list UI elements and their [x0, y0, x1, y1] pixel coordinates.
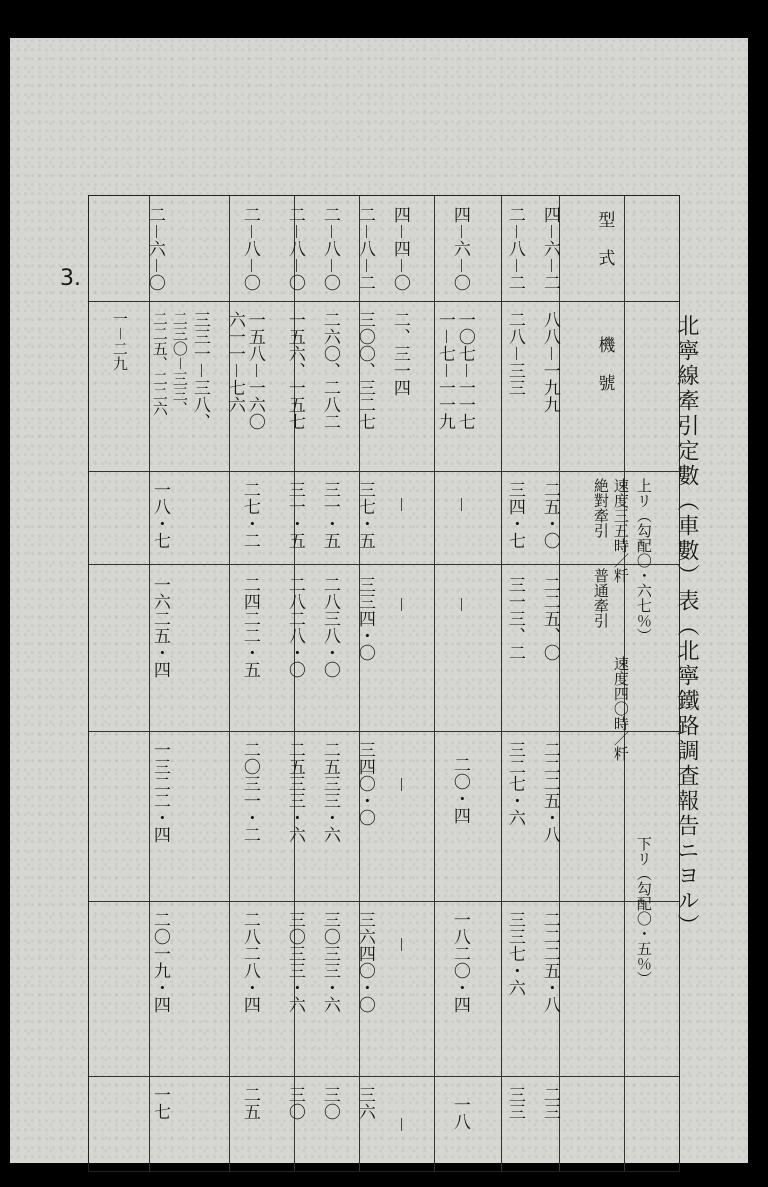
row6-type: 二－八－〇	[319, 206, 340, 291]
row2-val1: 三四・七	[504, 481, 525, 549]
table-title: 北寧線牽引定數（車數）表（北寧鐵路調査報告ニヨル）	[674, 314, 699, 939]
row2-val3: 三二七・六	[504, 741, 525, 826]
row3-no-a: 一〇七－一一七	[454, 311, 475, 430]
row2-val5: 三三	[504, 1086, 525, 1120]
row2-val2: 三一三、二	[504, 576, 525, 661]
row3-val3: 二〇・四	[449, 756, 470, 824]
header-normal: 普通牽引	[591, 568, 610, 628]
row5-val2: 三三四・〇	[354, 576, 375, 661]
row2-type: 二－八－二	[504, 206, 525, 291]
row5-type: 二－八－二	[354, 206, 375, 291]
row6-val1: 三一・五	[319, 481, 340, 549]
row5-val1: 三七・五	[354, 481, 375, 549]
row7-val3: 二五三三・六	[284, 741, 305, 843]
row2-val4: 三三七・六	[504, 911, 525, 996]
row4-val4: －	[389, 936, 410, 953]
row7-val5: 三〇	[284, 1086, 305, 1120]
row2-no: 二八－三三	[504, 311, 525, 396]
row7-val2: 二八二八・〇	[284, 576, 305, 678]
row4-val3: －	[389, 776, 410, 793]
row9-no-b: 二三〇－三三、	[170, 311, 189, 417]
row6-val2: 二八三八・〇	[319, 576, 340, 678]
header-absolute: 絶對牽引	[591, 478, 610, 538]
row8-no-a: 一五八－一六〇	[244, 311, 265, 430]
row3-val2: －	[449, 596, 470, 613]
row5-no: 三〇〇、三二七	[354, 311, 375, 430]
row8-no-b: 六一一－七六	[224, 311, 245, 413]
row8-val3: 二〇三一・二	[239, 741, 260, 843]
row1-val4: 二二二五・八	[539, 911, 560, 1013]
row8-type: 二－八－〇	[239, 206, 260, 291]
row6-val3: 二五三三・六	[319, 741, 340, 843]
row3-val5: 一八	[449, 1096, 470, 1130]
row4-type: 四－四－〇	[389, 206, 410, 291]
row1-val3: 二二二五・八	[539, 741, 560, 843]
row1-val2: 二二五、〇	[539, 576, 560, 661]
header-speed40-up: 速度四〇時／粁	[611, 656, 630, 761]
row9-val2: 一六二五・四	[149, 576, 170, 678]
row5-val3: 三四〇・〇	[354, 741, 375, 826]
row5-val4: 三六四〇・〇	[354, 911, 375, 1013]
row6-val4: 三〇三三・六	[319, 911, 340, 1013]
row4-val2: －	[389, 596, 410, 613]
row7-type: 二－八－〇	[284, 206, 305, 291]
row9-val4: 二〇一九・四	[149, 911, 170, 1013]
row5-val5: 三六	[354, 1086, 375, 1120]
row1-val5: 二三	[539, 1086, 560, 1120]
header-down: 下リ（勾配〇・五％）	[634, 836, 653, 986]
row8-val4: 二八二八・四	[239, 911, 260, 1013]
row9-val5: 一七	[149, 1086, 170, 1120]
row1-val1: 二五・〇	[539, 481, 560, 549]
row9-val3: 一三二二・四	[149, 741, 170, 843]
row4-val1: －	[389, 496, 410, 513]
document-page	[10, 38, 748, 1163]
row9-val1: 一八・七	[149, 481, 170, 549]
row1-type: 四－六－二	[539, 206, 560, 291]
row9-no-a: 三三一－三八、	[189, 311, 210, 430]
row3-val1: －	[449, 496, 470, 513]
page-number: 3.	[60, 266, 81, 291]
row7-val1: 三一・五	[284, 481, 305, 549]
row3-val4: 一八二〇・四	[449, 911, 470, 1013]
row6-no: 二六〇、二八二	[319, 311, 340, 430]
row4-val5: －	[389, 1116, 410, 1133]
row9-no-c: 二二五、二二六	[150, 311, 169, 416]
row7-val4: 三〇三三・六	[284, 911, 305, 1013]
row9-no-d: 一－二九	[110, 311, 129, 372]
row4-no: 二、三一四	[389, 311, 410, 396]
row6-val5: 三〇	[319, 1086, 340, 1120]
row8-val5: 二五	[239, 1086, 260, 1120]
row3-no-b: 一－七－一一九	[434, 311, 455, 430]
row9-type: 二－六－〇	[144, 206, 165, 291]
row7-no: 一五六、一五七	[284, 311, 305, 430]
header-engine-no: 機 號	[594, 336, 615, 393]
row8-val2: 二四二二・五	[239, 576, 260, 678]
row1-no: 八八－一九九	[539, 311, 560, 413]
header-type: 型 式	[594, 211, 615, 268]
header-speed35-up: 速度三五時／粁	[611, 478, 630, 583]
row3-type: 四－六－〇	[449, 206, 470, 291]
traction-table	[88, 195, 680, 1172]
row8-val1: 二七・二	[239, 481, 260, 549]
header-up: 上リ（勾配〇・六七％）	[634, 478, 653, 643]
